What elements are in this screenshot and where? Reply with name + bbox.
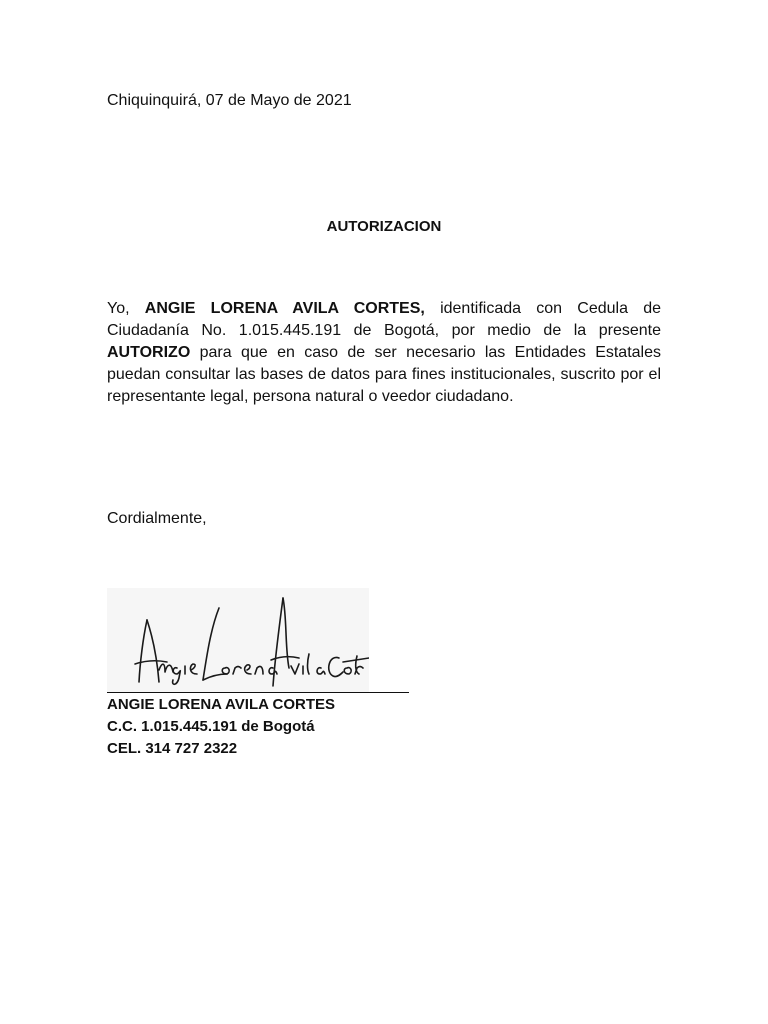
- closing: Cordialmente,: [107, 510, 207, 527]
- signature-scribble: [107, 588, 369, 692]
- body-keyword: AUTORIZO: [107, 344, 191, 361]
- signature-line: [107, 692, 409, 693]
- body-after-name: identificada con Cedula de Ciudadanía No. 1.015.445.191 de Bogotá, por medio de la presente: [107, 300, 661, 339]
- signer-phone: CEL. 314 727 2322: [107, 740, 238, 757]
- place-date: Chiquinquirá, 07 de Mayo de 2021: [107, 92, 352, 109]
- document-title: AUTORIZACION: [326, 218, 442, 235]
- signer-name: ANGIE LORENA AVILA CORTES: [107, 696, 336, 713]
- body-name: ANGIE LORENA AVILA CORTES,: [144, 300, 425, 317]
- authorization-body: [107, 298, 661, 408]
- signer-block: [107, 694, 335, 760]
- signer-id: C.C. 1.015.445.191 de Bogotá: [107, 718, 315, 735]
- handwritten-signature: [107, 588, 369, 692]
- body-rest: para que en caso de ser necesario las Entidades Estatales puedan consultar las bases de datos para fines institucionales, suscrito por el representante legal, persona natural o veedor ciudadano.: [107, 344, 661, 405]
- body-intro: Yo,: [107, 300, 145, 317]
